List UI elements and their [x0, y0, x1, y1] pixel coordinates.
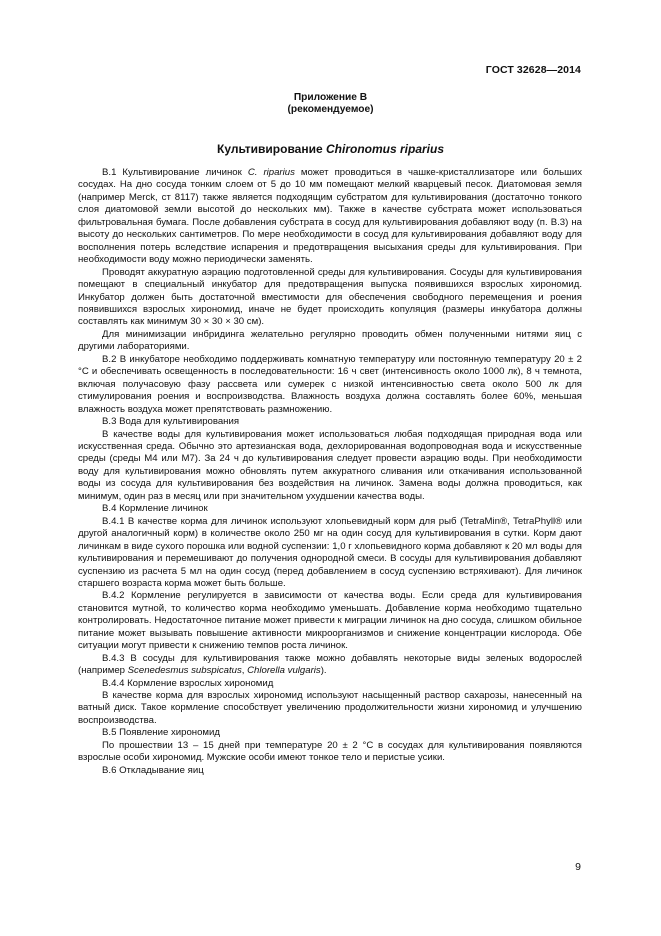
paragraph — [78, 267, 582, 329]
paragraph-text: В.4.2 Кормление регулируется в зависимости от качества воды. Если среда для культивирования становится мутной, то количество корма необходимо уменьшать. Добавление корма необходимо тщательно контролировать. Недостаточное питание может привести к миграции личинок на дно сосуда, слишком обильное питание может вызывать повышение активности микроорганизмов и снижение концентрации кислорода. Обе ситуации могут привести к снижению темпов роста личинок. — [78, 590, 582, 652]
paragraph-text: В.4 Кормление личинок — [102, 503, 208, 515]
italic-term: C. riparius — [247, 167, 295, 178]
paragraph-text: В.4.1 В качестве корма для личинок используют хлопьевидный корм для рыб (TetraMin®, TetraPhyll® или другой аналогичный корм) в количестве около 250 мг на один сосуд для культивирования в сутки. Корм дают личинкам в виде сухого порошка или водной суспензии: 1,0 г хлопьевидного корма добавляют к 20 мл воды для культивирования и перемешивают до получения однородной смеси. В сосуды для культивирования добавляют суспензию из расчета 5 мл на один сосуд (перед добавлением в сосуд суспензию встряхивают). Для личинок старшего возраста корма может быть больше. — [78, 515, 582, 589]
paragraph — [78, 653, 582, 678]
paragraph — [78, 727, 582, 739]
paragraph — [78, 740, 582, 765]
italic-term: Scenedesmus subspicatus — [127, 665, 242, 677]
paragraph — [78, 416, 582, 428]
paragraph — [78, 503, 582, 515]
appendix-heading — [0, 92, 661, 116]
paragraph — [78, 678, 582, 690]
paragraph-text: , — [241, 665, 248, 677]
paragraph-text: В качестве воды для культивирования может использоваться любая подходящая природная вода или искусственная среда. Обычно это артезианская вода, дехлорированная водопроводная вода и искусственные среды (среды М4 или М7). За 24 ч до культивирования следует провести аэрацию воды. При необходимости воду для культивирования можно обновлять путем аккуратного сливания или откачивания использованной воды из сосуда для культивирования без воздействия на личинок. Замена воды должна проводиться, как минимум, один раз в месяц или при значительном ухудшении качества воды. — [78, 428, 582, 502]
paragraph-text: В.6 Откладывание яиц — [102, 764, 204, 776]
page-number: 9 — [575, 861, 581, 873]
paragraph — [78, 354, 582, 416]
paragraph-text: В.4.4 Кормление взрослых хирономид — [102, 677, 274, 689]
document-body — [78, 167, 582, 777]
section-title-text: Культивирование — [217, 142, 326, 156]
section-title-species: Chironomus riparius — [325, 142, 444, 156]
paragraph — [78, 516, 582, 591]
section-title — [0, 142, 661, 156]
paragraph-text: В.2 В инкубаторе необходимо поддерживать комнатную температуру или постоянную температуру 20 ± 2 °С и обеспечивать освещенность в последовательности: 16 ч свет (интенсивность около 1000 лк), 8 ч темнота, включая получасовую фазу рассвета или сумерек с низкой интенсивностью света около 500 лк для стимулирования роения и воспроизводства. Влажность воздуха должна составлять более 60%, меньшая влажность воздуха может препятствовать размножению. — [78, 353, 582, 415]
paragraph — [78, 329, 582, 354]
paragraph-text: может проводиться в чашке-кристаллизаторе или больших сосудах. На дно сосуда тонким слоем от 5 до 10 мм помещают мелкий кварцевый песок. Диатомовая земля (например Merck, ст 8117) также является подходящим субстратом для культивирования (достаточно тонкого слоя диатомовой земли высотой до нескольких мм). Также в качестве субстрата может использоваться фильтровальная бумага. После добавления субстрата в сосуд для культивирования добавляют воду (п. В.3) на высоту до нескольких сантиметров. По мере необходимости в сосуд для культивирования добавляют воду для восполнения потерь вследствие испарения и предотвращения высыхания среды для культивирования. При необходимости воду можно периодически заменять. — [78, 167, 583, 266]
appendix-title: Приложение В — [293, 92, 368, 103]
paragraph-text: В.1 Культивирование личинок — [102, 167, 248, 178]
paragraph — [78, 765, 582, 777]
paragraph-text: В.3 Вода для культивирования — [102, 416, 240, 428]
paragraph-text: Проводят аккуратную аэрацию подготовленной среды для культивирования. Сосуды для культивирования помещают в специальный инкубатор для предотвращения выпуска появившихся взрослых хирономид. Инкубатор должен быть достаточной вместимости для обеспечения свободного перемещения и роения появившихся взрослых хирономид, иначе не будет происходить копуляция (размеры инкубатора должны составлять как минимум 30 × 30 × 30 см). — [78, 266, 582, 328]
paragraph-text: ). — [320, 665, 327, 677]
paragraph-text: По прошествии 13 – 15 дней при температуре 20 ± 2 °С в сосудах для культивирования появляются взрослые особи хирономид. Мужские особи имеют тонкое тело и перистые усики. — [78, 739, 582, 764]
paragraph-text: Для минимизации инбридинга желательно регулярно проводить обмен полученными нитями яиц с другими лабораториями. — [78, 328, 582, 353]
paragraph-text: В качестве корма для взрослых хирономид используют насыщенный раствор сахарозы, нанесенный на ватный диск. Такое кормление способствует увеличению продолжительности жизни хирономид и улучшению воспроизводства. — [78, 690, 582, 726]
paragraph — [78, 429, 582, 504]
paragraph — [78, 167, 582, 267]
italic-term: Chlorella vulgaris — [247, 665, 321, 677]
paragraph — [78, 590, 582, 652]
paragraph-text: В.4.3 В сосуды для культивирования также можно добавлять некоторые виды зеленых водорослей (например — [78, 652, 582, 677]
paragraph-text: В.5 Появление хирономид — [102, 727, 220, 739]
appendix-note: (рекомендуемое) — [287, 104, 374, 115]
paragraph — [78, 690, 582, 727]
gost-number: ГОСТ 32628—2014 — [485, 64, 581, 76]
